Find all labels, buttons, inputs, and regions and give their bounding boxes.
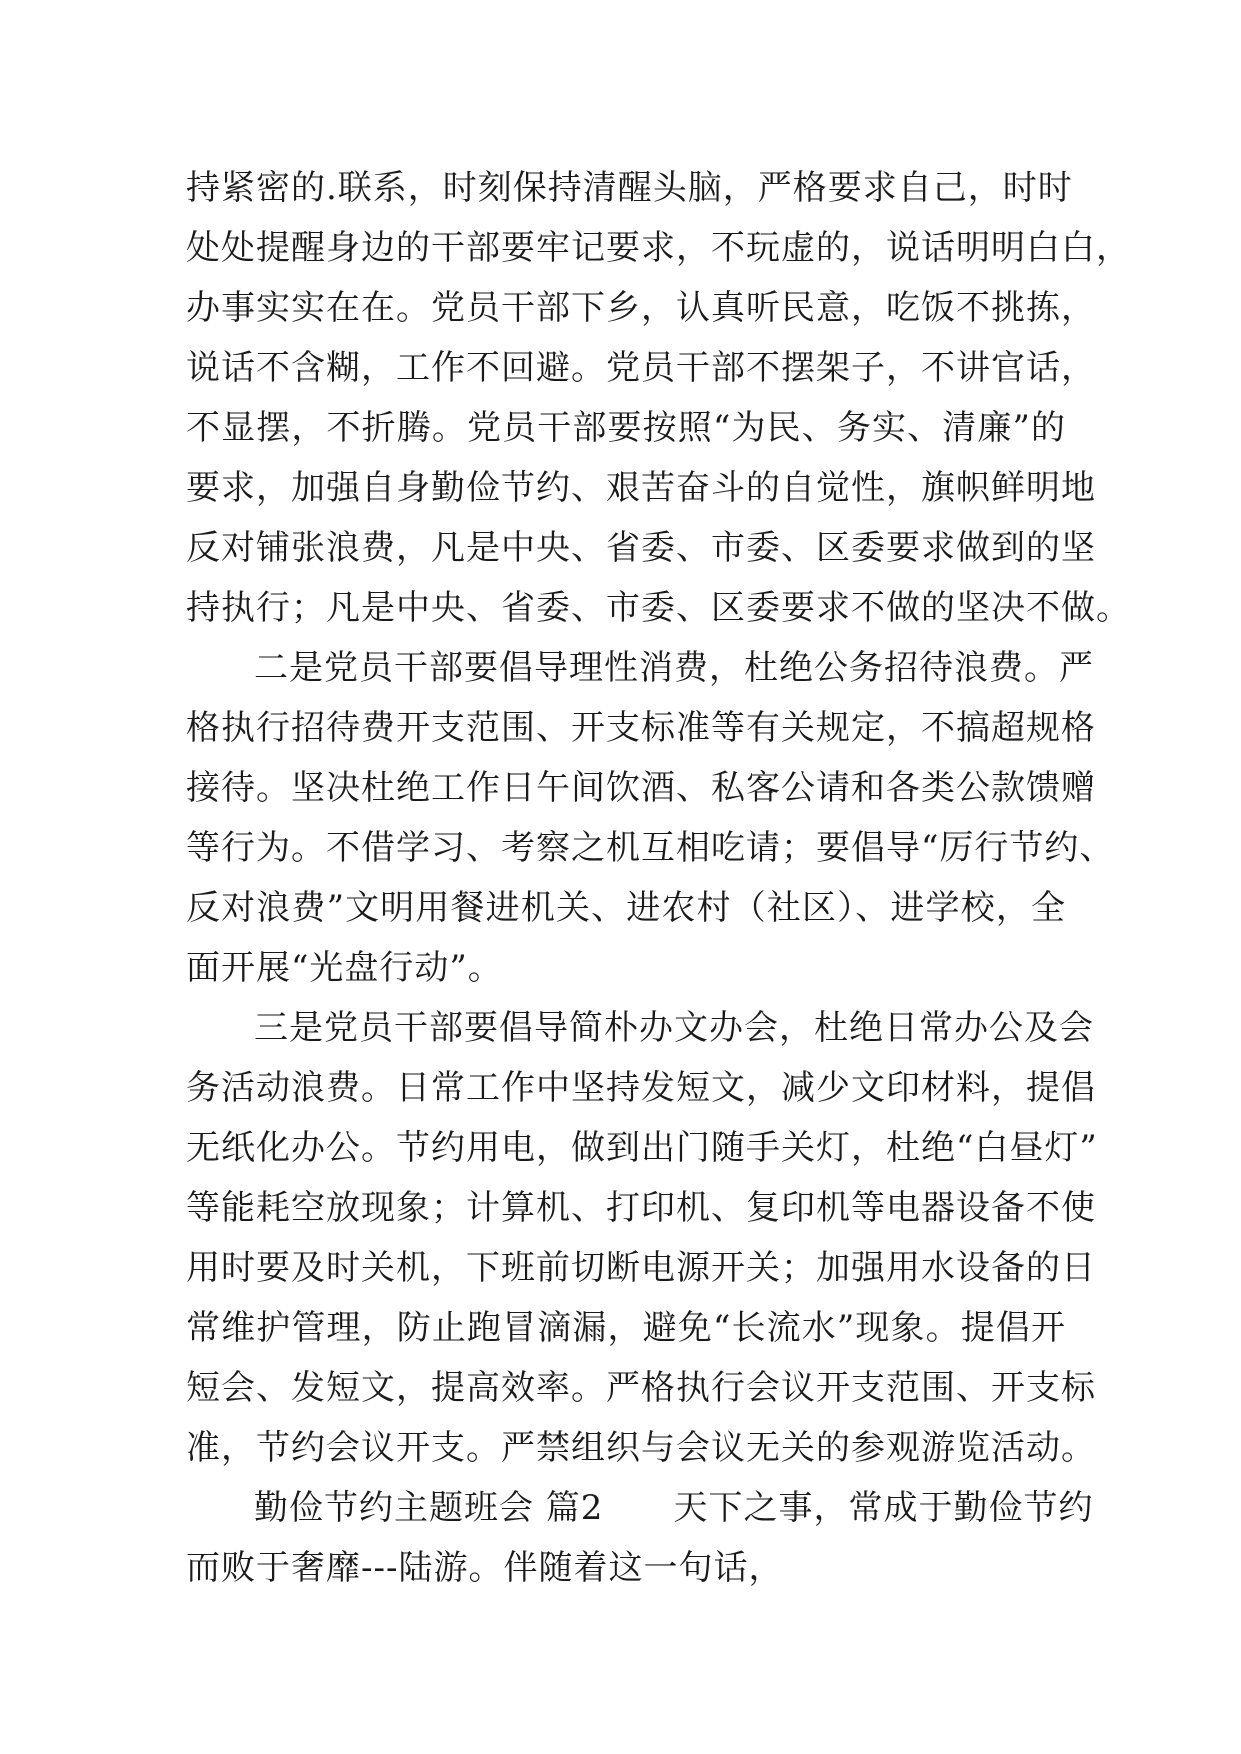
text-line: 常维护管理，防止跑冒滴漏，避免“长流水”现象。提倡开 [186, 1308, 1066, 1348]
text-line: 二是党员干部要倡导理性消费，杜绝公务招待浪费。严 [254, 648, 1094, 688]
text-line: 勤俭节约主题班会 篇2 天下之事，常成于勤俭节约 [254, 1488, 1094, 1528]
body-text [186, 158, 1131, 1598]
text-line: 等能耗空放现象；计算机、打印机、复印机等电器设备不使 [186, 1188, 1096, 1228]
text-line: 持紧密的.联系，时刻保持清醒头脑，严格要求自己，时时 [186, 168, 1073, 208]
text-line: 务活动浪费。日常工作中坚持发短文，减少文印材料，提倡 [186, 1068, 1096, 1108]
text-line: 准，节约会议开支。严禁组织与会议无关的参观游览活动。 [186, 1428, 1096, 1468]
text-line: 不显摆，不折腾。党员干部要按照“为民、务实、清廉”的 [186, 408, 1066, 448]
text-line: 无纸化办公。节约用电，做到出门随手关灯，杜绝“白昼灯” [186, 1128, 1098, 1168]
text-line: 反对铺张浪费，凡是中央、省委、市委、区委要求做到的坚 [186, 528, 1096, 568]
text-line: 接待。坚决杜绝工作日午间饮酒、私客公请和各类公款馈赠 [186, 768, 1096, 808]
text-line: 用时要及时关机，下班前切断电源开关；加强用水设备的日 [186, 1248, 1096, 1288]
text-line: 处处提醒身边的干部要牢记要求，不玩虚的，说话明明白白， [186, 228, 1131, 268]
text-line: 反对浪费”文明用餐进机关、进农村（社区）、进学校，全 [186, 888, 1066, 928]
text-line: 短会、发短文，提高效率。严格执行会议开支范围、开支标 [186, 1368, 1096, 1408]
text-line: 等行为。不借学习、考察之机互相吃请；要倡导“厉行节约、 [186, 828, 1115, 868]
text-line: 办事实实在在。党员干部下乡，认真听民意，吃饭不挑拣， [186, 288, 1096, 328]
text-line: 三是党员干部要倡导简朴办文办会，杜绝日常办公及会 [254, 1008, 1094, 1048]
text-line: 要求，加强自身勤俭节约、艰苦奋斗的自觉性，旗帜鲜明地 [186, 468, 1096, 508]
text-line: 持执行；凡是中央、省委、市委、区委要求不做的坚决不做。 [186, 588, 1131, 628]
text-line: 而败于奢靡---陆游。伴随着这一句话， [186, 1548, 784, 1588]
text-line: 格执行招待费开支范围、开支标准等有关规定，不搞超规格 [186, 708, 1096, 748]
text-line: 说话不含糊，工作不回避。党员干部不摆架子，不讲官话， [186, 348, 1096, 388]
text-line: 面开展“光盘行动”。 [186, 948, 503, 988]
